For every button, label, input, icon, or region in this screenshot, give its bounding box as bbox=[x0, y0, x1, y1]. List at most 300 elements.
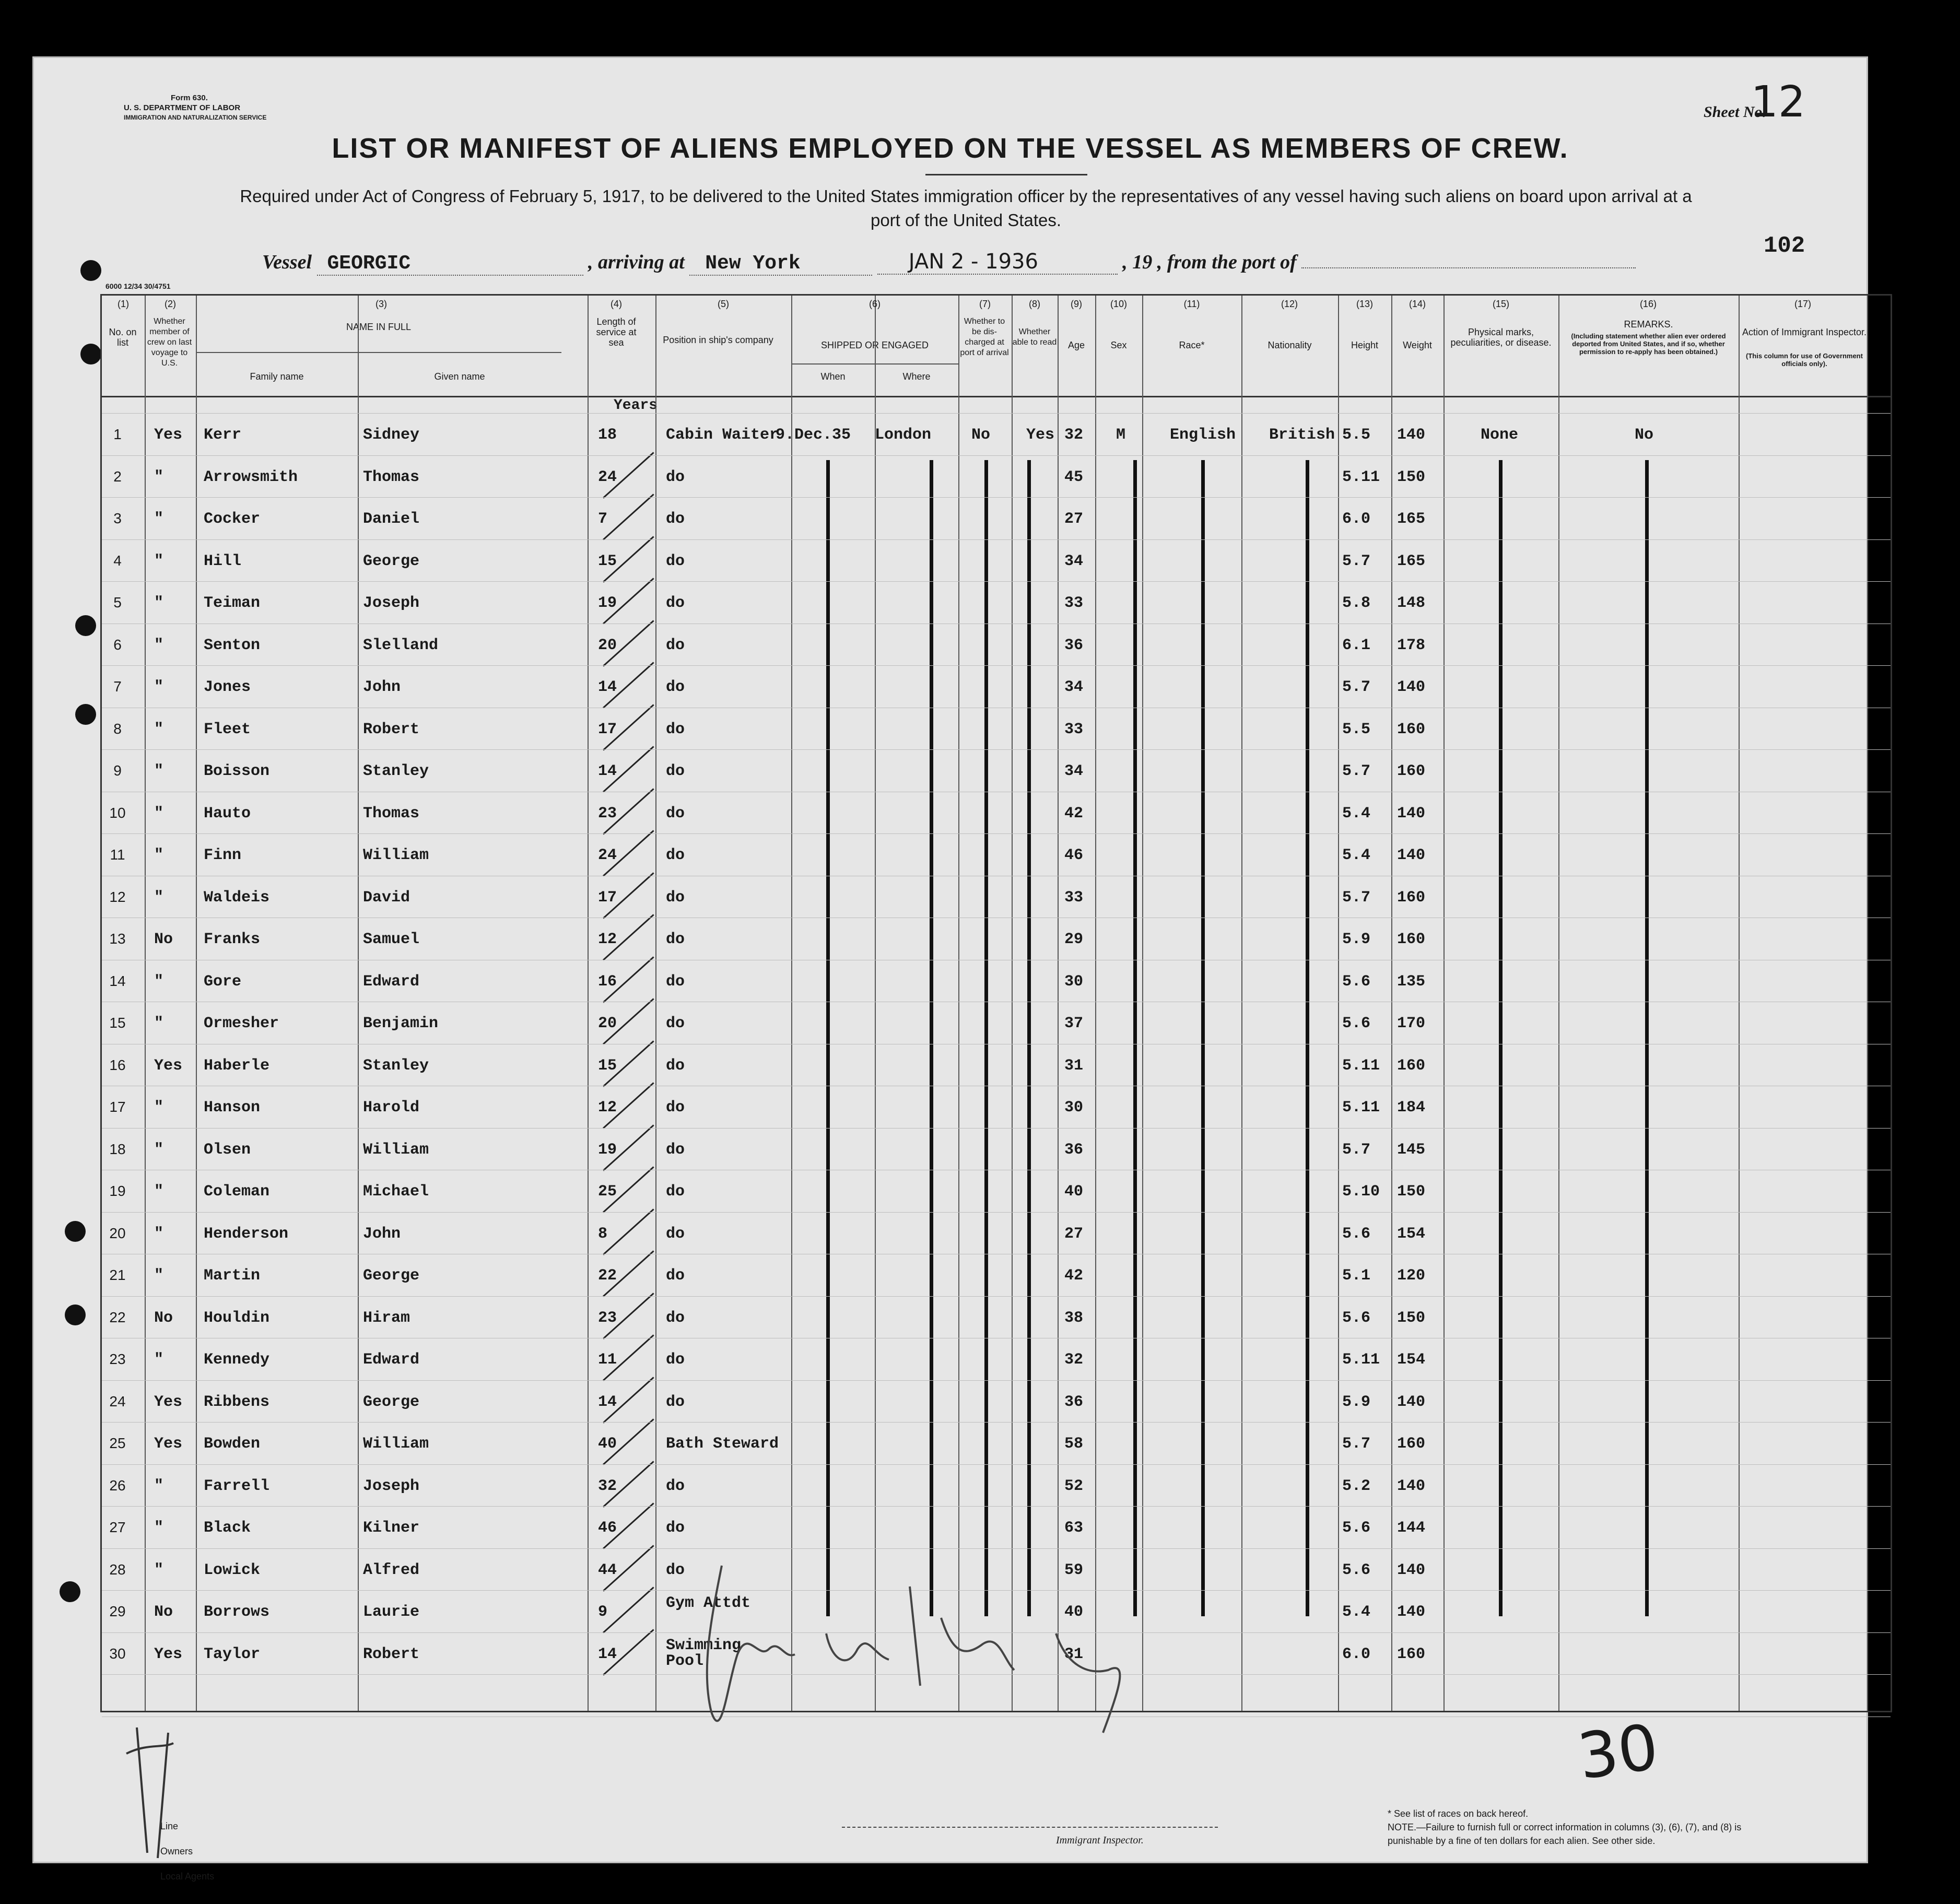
cell-given: Edward bbox=[363, 1351, 420, 1369]
column-number: (14) bbox=[1409, 299, 1426, 309]
cell-service: 32 bbox=[598, 1477, 617, 1495]
cell-age: 34 bbox=[1064, 552, 1084, 570]
cell-height: 5.6 bbox=[1342, 1225, 1371, 1243]
cell-weight: 154 bbox=[1397, 1225, 1426, 1243]
punch-hole bbox=[65, 1304, 86, 1325]
cell-member: " bbox=[154, 972, 164, 991]
cell-member: " bbox=[154, 1267, 164, 1285]
column-number: (7) bbox=[979, 299, 991, 309]
cell-family: Black bbox=[204, 1519, 251, 1537]
cell-position: Gym Attdt bbox=[666, 1594, 751, 1612]
header-given: Given name bbox=[434, 371, 485, 382]
cell-member: " bbox=[154, 1477, 164, 1495]
cell-family: Arrowsmith bbox=[204, 468, 298, 486]
row-rule bbox=[102, 749, 1891, 750]
cell-weight: 140 bbox=[1397, 678, 1426, 696]
cell-given: William bbox=[363, 847, 429, 864]
header-action-note: (This column for use of Government officials only). bbox=[1746, 352, 1863, 368]
cell-given: Michael bbox=[363, 1183, 429, 1201]
column-divider bbox=[196, 296, 197, 1711]
row-rule bbox=[102, 497, 1891, 498]
cell-no: 22 bbox=[109, 1309, 126, 1325]
cell-position: do bbox=[666, 888, 685, 907]
cell-height: 6.0 bbox=[1342, 510, 1371, 528]
column-divider bbox=[1558, 296, 1559, 1711]
cell-family: Ribbens bbox=[204, 1393, 270, 1411]
cell-member: Yes bbox=[154, 1435, 183, 1453]
cell-weight: 140 bbox=[1397, 426, 1426, 444]
cell-weight: 148 bbox=[1397, 594, 1426, 612]
cell-no: 20 bbox=[109, 1225, 126, 1241]
cell-age: 31 bbox=[1064, 1056, 1084, 1075]
cell-nationality: British bbox=[1269, 426, 1335, 444]
cell-height: 5.6 bbox=[1342, 1561, 1371, 1579]
cell-position: do bbox=[666, 636, 685, 654]
column-number: (2) bbox=[165, 299, 176, 309]
arriving-at: New York bbox=[689, 252, 872, 276]
cell-no: 1 bbox=[113, 426, 122, 442]
cell-age: 36 bbox=[1064, 1393, 1084, 1411]
cell-age: 27 bbox=[1064, 1225, 1084, 1243]
cell-position: do bbox=[666, 762, 685, 780]
cell-position: do bbox=[666, 1183, 685, 1201]
column-number: (8) bbox=[1029, 299, 1040, 309]
column-number: (3) bbox=[375, 299, 387, 309]
column-divider bbox=[1095, 296, 1096, 1711]
print-code: 6000 12/34 30/4751 bbox=[105, 282, 171, 290]
cell-no: 9 bbox=[113, 762, 122, 779]
cell-position: do bbox=[666, 931, 685, 948]
cell-weight: 165 bbox=[1397, 510, 1426, 528]
cell-member: " bbox=[154, 1015, 164, 1032]
cell-no: 16 bbox=[109, 1056, 126, 1073]
cell-position: do bbox=[666, 804, 685, 822]
cell-member: " bbox=[154, 888, 164, 907]
cell-race: English bbox=[1170, 426, 1236, 444]
cell-height: 5.7 bbox=[1342, 552, 1371, 570]
cell-height: 5.11 bbox=[1342, 1099, 1380, 1116]
cell-weight: 150 bbox=[1397, 1309, 1426, 1327]
cell-no: 26 bbox=[109, 1477, 126, 1494]
cell-service: 14 bbox=[598, 678, 617, 696]
cell-service: 14 bbox=[598, 1393, 617, 1411]
column-divider bbox=[791, 296, 792, 1711]
cell-given: Joseph bbox=[363, 594, 420, 612]
column-number: (9) bbox=[1071, 299, 1082, 309]
cell-member: " bbox=[154, 1351, 164, 1369]
cell-family: Olsen bbox=[204, 1141, 251, 1159]
tick-mark bbox=[603, 1586, 654, 1633]
cell-service: 15 bbox=[598, 1056, 617, 1075]
title-rule bbox=[925, 174, 1087, 175]
header-member: Whether member of crew on last voyage to U.S. bbox=[147, 317, 192, 368]
cell-position: do bbox=[666, 1477, 685, 1495]
cell-weight: 160 bbox=[1397, 720, 1426, 738]
manifest-sheet bbox=[32, 56, 1868, 1882]
ditto-line bbox=[1645, 460, 1649, 1616]
cell-given: William bbox=[363, 1435, 429, 1453]
header-action: Action of Immigrant Inspector. bbox=[1742, 327, 1867, 337]
row-rule bbox=[102, 1506, 1891, 1507]
cell-family: Boisson bbox=[204, 762, 270, 780]
column-divider bbox=[1391, 296, 1392, 1711]
header-race: Race* bbox=[1179, 340, 1205, 350]
cell-given: John bbox=[363, 678, 401, 696]
ditto-line bbox=[1499, 460, 1503, 1616]
cell-discharged: No bbox=[971, 426, 991, 444]
inspector-signature-line bbox=[842, 1827, 1218, 1828]
cell-age: 45 bbox=[1064, 468, 1084, 486]
cell-given: Kilner bbox=[363, 1519, 420, 1537]
cell-age: 63 bbox=[1064, 1519, 1084, 1537]
agent-signature-mark bbox=[116, 1722, 189, 1863]
header-physical: Physical marks, peculiarities, or disease. bbox=[1450, 327, 1552, 348]
cell-member: " bbox=[154, 1141, 164, 1159]
years-label: Years bbox=[614, 397, 658, 414]
cell-member: " bbox=[154, 1099, 164, 1116]
cell-position: do bbox=[666, 678, 685, 696]
column-number: (17) bbox=[1794, 299, 1811, 309]
cell-weight: 160 bbox=[1397, 762, 1426, 780]
reference-code: 102 bbox=[1764, 233, 1805, 259]
cell-position: Bath Steward bbox=[666, 1435, 779, 1453]
cell-given: Benjamin bbox=[363, 1015, 439, 1032]
cell-family: Martin bbox=[204, 1267, 261, 1285]
cell-weight: 135 bbox=[1397, 972, 1426, 991]
cell-position: do bbox=[666, 1099, 685, 1116]
row-rule bbox=[102, 1548, 1891, 1549]
cell-family: Farrell bbox=[204, 1477, 270, 1495]
cell-age: 32 bbox=[1064, 1351, 1084, 1369]
row-rule bbox=[102, 833, 1891, 834]
cell-family: Finn bbox=[204, 847, 242, 864]
column-divider bbox=[145, 296, 146, 1711]
cell-no: 24 bbox=[109, 1393, 126, 1409]
cell-height: 5.11 bbox=[1342, 468, 1380, 486]
cell-height: 5.7 bbox=[1342, 678, 1371, 696]
column-number: (1) bbox=[118, 299, 129, 309]
cell-family: Hauto bbox=[204, 804, 251, 822]
cell-weight: 140 bbox=[1397, 804, 1426, 822]
punch-hole bbox=[80, 260, 101, 281]
column-divider bbox=[958, 296, 959, 1711]
cell-family: Hill bbox=[204, 552, 242, 570]
column-divider bbox=[1443, 296, 1445, 1711]
arriving-label: , arriving at bbox=[588, 251, 685, 273]
header-remarks: REMARKS. bbox=[1624, 319, 1673, 330]
cell-height: 5.7 bbox=[1342, 1141, 1371, 1159]
tick-mark bbox=[603, 493, 654, 540]
cell-service: 25 bbox=[598, 1183, 617, 1201]
row-rule bbox=[102, 1380, 1891, 1381]
header-nationality: Nationality bbox=[1267, 340, 1312, 350]
cell-weight: 160 bbox=[1397, 888, 1426, 907]
cell-remarks: No bbox=[1635, 426, 1654, 444]
cell-service: 15 bbox=[598, 552, 617, 570]
cell-family: Ormesher bbox=[204, 1015, 279, 1032]
column-divider bbox=[655, 296, 656, 1711]
cell-member: No bbox=[154, 931, 173, 948]
cell-family: Fleet bbox=[204, 720, 251, 738]
cell-age: 27 bbox=[1064, 510, 1084, 528]
form-header bbox=[124, 93, 266, 123]
cell-age: 42 bbox=[1064, 1267, 1084, 1285]
row-rule bbox=[102, 539, 1891, 540]
cell-given: Edward bbox=[363, 972, 420, 991]
cell-weight: 160 bbox=[1397, 1056, 1426, 1075]
cell-given: Robert bbox=[363, 720, 420, 738]
tick-mark bbox=[603, 1208, 654, 1255]
cell-family: Franks bbox=[204, 931, 261, 948]
cell-position: do bbox=[666, 510, 685, 528]
cell-position: do bbox=[666, 1393, 685, 1411]
cell-position: do bbox=[666, 552, 685, 570]
cell-sex: M bbox=[1116, 426, 1126, 444]
cell-service: 9 bbox=[598, 1603, 608, 1621]
cell-member: " bbox=[154, 1519, 164, 1537]
cell-family: Haberle bbox=[204, 1056, 270, 1075]
cell-no: 18 bbox=[109, 1141, 126, 1157]
cell-height: 5.7 bbox=[1342, 1435, 1371, 1453]
cell-height: 5.6 bbox=[1342, 1519, 1371, 1537]
punch-hole bbox=[75, 615, 96, 636]
column-number: (15) bbox=[1492, 299, 1509, 309]
cell-no: 28 bbox=[109, 1561, 126, 1578]
row-rule bbox=[102, 455, 1891, 456]
ditto-line bbox=[1133, 460, 1137, 1616]
inspector-signature bbox=[690, 1555, 1160, 1754]
footer-note bbox=[1388, 1807, 1785, 1848]
header-family: Family name bbox=[250, 371, 304, 382]
column-number: (12) bbox=[1281, 299, 1298, 309]
cell-member: No bbox=[154, 1309, 173, 1327]
cell-height: 5.8 bbox=[1342, 594, 1371, 612]
cell-no: 15 bbox=[109, 1015, 126, 1031]
cell-family: Gore bbox=[204, 972, 242, 991]
cell-given: Robert bbox=[363, 1645, 420, 1663]
cell-family: Taylor bbox=[204, 1645, 261, 1663]
cell-weight: 178 bbox=[1397, 636, 1426, 654]
cell-no: 13 bbox=[109, 931, 126, 947]
cell-height: 5.5 bbox=[1342, 426, 1371, 444]
cell-height: 5.2 bbox=[1342, 1477, 1371, 1495]
sheet-number-label: Sheet No. bbox=[1704, 103, 1766, 121]
cell-service: 20 bbox=[598, 636, 617, 654]
cell-member: " bbox=[154, 678, 164, 696]
cell-weight: 140 bbox=[1397, 847, 1426, 864]
cell-service: 17 bbox=[598, 720, 617, 738]
cell-position: do bbox=[666, 1519, 685, 1537]
cell-member: " bbox=[154, 1183, 164, 1201]
cell-given: George bbox=[363, 1267, 420, 1285]
cell-age: 58 bbox=[1064, 1435, 1084, 1453]
cell-position: do bbox=[666, 1351, 685, 1369]
cell-service: 17 bbox=[598, 888, 617, 907]
cell-age: 36 bbox=[1064, 636, 1084, 654]
row-rule bbox=[102, 1128, 1891, 1129]
cell-height: 5.4 bbox=[1342, 1603, 1371, 1621]
header-weight: Weight bbox=[1403, 340, 1432, 350]
cell-service: 19 bbox=[598, 594, 617, 612]
cell-family: Senton bbox=[204, 636, 261, 654]
cell-service: 24 bbox=[598, 847, 617, 864]
cell-height: 6.0 bbox=[1342, 1645, 1371, 1663]
cell-weight: 120 bbox=[1397, 1267, 1426, 1285]
cell-position: do bbox=[666, 1267, 685, 1285]
cell-given: Stanley bbox=[363, 1056, 429, 1075]
cell-height: 5.6 bbox=[1342, 972, 1371, 991]
cell-physical: None bbox=[1481, 426, 1519, 444]
ditto-line bbox=[1306, 460, 1309, 1616]
cell-age: 52 bbox=[1064, 1477, 1084, 1495]
crew-table bbox=[100, 294, 1892, 1712]
column-number: (4) bbox=[611, 299, 622, 309]
cell-service: 14 bbox=[598, 762, 617, 780]
cell-no: 5 bbox=[113, 594, 122, 610]
cell-weight: 145 bbox=[1397, 1141, 1426, 1159]
cell-family: Borrows bbox=[204, 1603, 270, 1621]
cell-service: 24 bbox=[598, 468, 617, 486]
department-label: U. S. DEPARTMENT OF LABOR bbox=[124, 103, 241, 112]
cell-no: 12 bbox=[109, 888, 126, 905]
cell-member: " bbox=[154, 1561, 164, 1579]
ditto-line bbox=[984, 460, 988, 1616]
cell-position: do bbox=[666, 468, 685, 486]
cell-height: 5.6 bbox=[1342, 1015, 1371, 1032]
cell-given: Hiram bbox=[363, 1309, 410, 1327]
column-divider bbox=[1241, 296, 1242, 1711]
cell-member: " bbox=[154, 468, 164, 486]
cell-height: 5.7 bbox=[1342, 762, 1371, 780]
cell-position: do bbox=[666, 594, 685, 612]
column-divider bbox=[875, 296, 876, 1711]
cell-position: Swimming Pool bbox=[666, 1636, 742, 1670]
cell-member: " bbox=[154, 552, 164, 570]
cell-member: Yes bbox=[154, 426, 183, 444]
cell-given: George bbox=[363, 552, 420, 570]
cell-age: 34 bbox=[1064, 762, 1084, 780]
cell-age: 33 bbox=[1064, 594, 1084, 612]
cell-no: 10 bbox=[109, 804, 126, 821]
cell-service: 12 bbox=[598, 931, 617, 948]
cell-given: Thomas bbox=[363, 468, 420, 486]
cell-weight: 184 bbox=[1397, 1099, 1426, 1116]
punch-hole bbox=[65, 1221, 86, 1242]
header-when: When bbox=[820, 371, 846, 382]
cell-height: 5.10 bbox=[1342, 1183, 1380, 1201]
cell-no: 17 bbox=[109, 1099, 126, 1115]
cell-given: Harold bbox=[363, 1099, 420, 1116]
cell-height: 5.1 bbox=[1342, 1267, 1371, 1285]
cell-member: " bbox=[154, 720, 164, 738]
cell-age: 42 bbox=[1064, 804, 1084, 822]
handwritten-total: 30 bbox=[1574, 1711, 1663, 1794]
cell-position: do bbox=[666, 1015, 685, 1032]
header-name: NAME IN FULL bbox=[346, 322, 412, 332]
ditto-line bbox=[930, 460, 933, 1616]
cell-service: 23 bbox=[598, 804, 617, 822]
column-divider bbox=[1338, 296, 1339, 1711]
cell-height: 5.9 bbox=[1342, 931, 1371, 948]
cell-family: Kerr bbox=[204, 426, 242, 444]
cell-age: 31 bbox=[1064, 1645, 1084, 1663]
row-rule bbox=[102, 1464, 1891, 1465]
cell-no: 3 bbox=[113, 510, 122, 526]
cell-position: do bbox=[666, 1225, 685, 1243]
cell-age: 40 bbox=[1064, 1603, 1084, 1621]
vessel-line bbox=[262, 250, 1636, 276]
cell-weight: 150 bbox=[1397, 1183, 1426, 1201]
cell-given: Thomas bbox=[363, 804, 420, 822]
cell-given: Stanley bbox=[363, 762, 429, 780]
agents-label: Local Agents bbox=[160, 1871, 215, 1882]
service-label: IMMIGRATION AND NATURALIZATION SERVICE bbox=[124, 114, 267, 121]
cell-no: 2 bbox=[113, 468, 122, 485]
cell-member: " bbox=[154, 636, 164, 654]
header-age: Age bbox=[1067, 340, 1085, 350]
cell-position: do bbox=[666, 1141, 685, 1159]
cell-no: 14 bbox=[109, 972, 126, 989]
cell-position: do bbox=[666, 1561, 685, 1579]
cell-age: 33 bbox=[1064, 888, 1084, 907]
cell-family: Henderson bbox=[204, 1225, 289, 1243]
header-remarks-note: (Including statement whether alien ever ordered deported from United States, and if so, whether permission to re-apply has been obtained.) bbox=[1571, 332, 1726, 356]
cell-member: " bbox=[154, 762, 164, 780]
cell-family: Teiman bbox=[204, 594, 261, 612]
cell-height: 5.9 bbox=[1342, 1393, 1371, 1411]
column-divider bbox=[358, 296, 359, 1711]
cell-weight: 144 bbox=[1397, 1519, 1426, 1537]
cell-height: 5.4 bbox=[1342, 847, 1371, 864]
cell-height: 5.11 bbox=[1342, 1056, 1380, 1075]
cell-given: Daniel bbox=[363, 510, 420, 528]
row-rule bbox=[102, 1296, 1891, 1297]
cell-given: Laurie bbox=[363, 1603, 420, 1621]
cell-position: do bbox=[666, 1056, 685, 1075]
cell-age: 37 bbox=[1064, 1015, 1084, 1032]
cell-age: 46 bbox=[1064, 847, 1084, 864]
inspector-label: Immigrant Inspector. bbox=[1056, 1835, 1144, 1846]
vessel-label: Vessel bbox=[262, 251, 312, 273]
cell-position: do bbox=[666, 720, 685, 738]
cell-family: Jones bbox=[204, 678, 251, 696]
cell-no: 27 bbox=[109, 1519, 126, 1535]
cell-given: John bbox=[363, 1225, 401, 1243]
arrival-date: JAN 2 - 1936 bbox=[877, 250, 1118, 275]
cell-weight: 170 bbox=[1397, 1015, 1426, 1032]
header-sex: Sex bbox=[1110, 340, 1127, 350]
cell-weight: 140 bbox=[1397, 1603, 1426, 1621]
cell-member: Yes bbox=[154, 1393, 183, 1411]
cell-member: " bbox=[154, 594, 164, 612]
cell-weight: 150 bbox=[1397, 468, 1426, 486]
cell-family: Waldeis bbox=[204, 888, 270, 907]
cell-service: 11 bbox=[598, 1351, 617, 1369]
cell-position: do bbox=[666, 972, 685, 991]
cell-height: 5.5 bbox=[1342, 720, 1371, 738]
column-number: (16) bbox=[1639, 299, 1657, 309]
cell-service: 46 bbox=[598, 1519, 617, 1537]
cell-age: 36 bbox=[1064, 1141, 1084, 1159]
cell-service: 22 bbox=[598, 1267, 617, 1285]
column-number: (5) bbox=[718, 299, 729, 309]
cell-service: 7 bbox=[598, 510, 608, 528]
cell-given: George bbox=[363, 1393, 420, 1411]
cell-position: do bbox=[666, 1309, 685, 1327]
cell-given: Joseph bbox=[363, 1477, 420, 1495]
cell-service: 8 bbox=[598, 1225, 608, 1243]
cell-service: 23 bbox=[598, 1309, 617, 1327]
